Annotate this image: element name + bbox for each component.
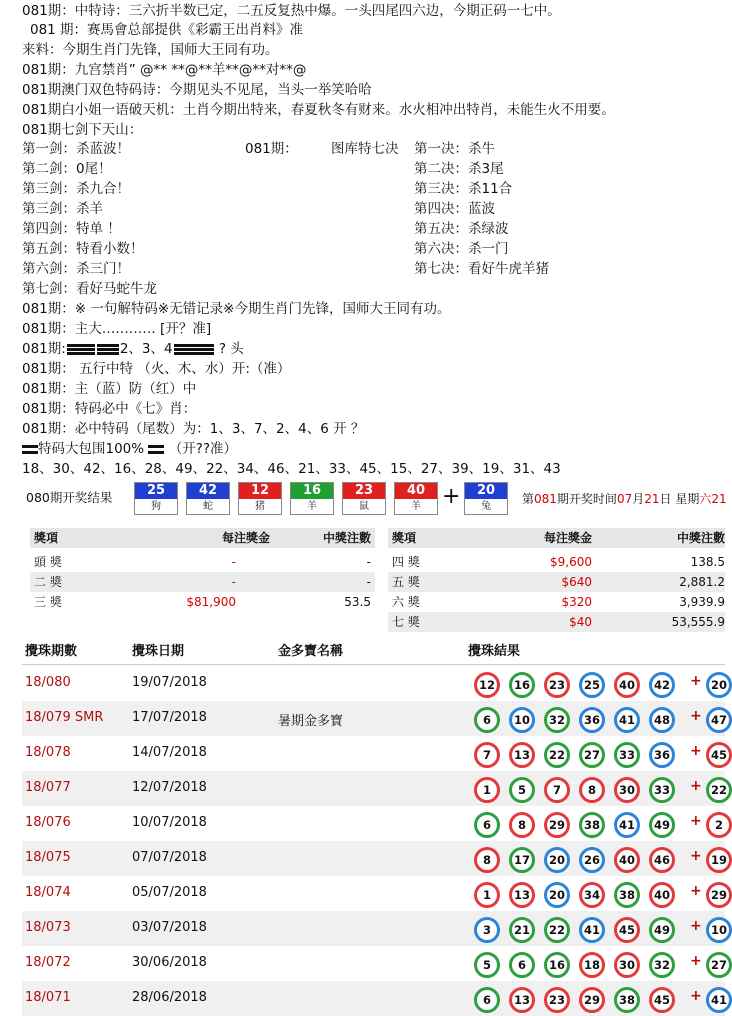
header-prize: 獎項: [392, 531, 417, 545]
text-line-4: 081期：九宫禁肖” @** **@**羊**@**对**@: [22, 62, 307, 78]
jue-5: 第五决：杀绿波: [414, 221, 509, 237]
lottery-ball: 42: [649, 672, 675, 698]
header-prize: 獎項: [34, 531, 59, 545]
lottery-ball: 32: [544, 707, 570, 733]
text-line-5: 081期澳门双色特码诗：今期见头不见尾，当头一举笑哈哈: [22, 82, 372, 98]
plus-sign: +: [690, 778, 702, 794]
prize-winners: 53.5: [344, 595, 371, 609]
header-draw-no: 攪珠期數: [25, 644, 78, 659]
lottery-ball: 38: [579, 812, 605, 838]
line-10-numbers: 2、3、4: [119, 341, 173, 357]
text-line-9: 081期：主大………… [开？准]: [22, 321, 212, 337]
draw-number-link[interactable]: 18/080: [25, 675, 71, 690]
draw-info-text: 日 星期: [659, 492, 700, 506]
plus-sign: +: [690, 918, 702, 934]
lottery-ball: 22: [544, 917, 570, 943]
snowball-name: 暑期金多寶: [278, 714, 344, 729]
draw-date: 05/07/2018: [132, 885, 207, 900]
plus-sign: +: [690, 813, 702, 829]
history-header: [22, 638, 725, 665]
draw-number-link[interactable]: 18/077: [25, 780, 71, 795]
lottery-ball: 18: [579, 952, 605, 978]
extra-ball: 20: [706, 672, 732, 698]
prize-row: [388, 572, 725, 592]
text-line-2: 081 期：赛馬會总部提供《彩霸王出肖料》准: [30, 22, 304, 38]
bar-symbol: [148, 445, 164, 454]
lottery-ball: 6: [509, 952, 535, 978]
text-line-15: [22, 440, 237, 458]
plus-sign: +: [690, 708, 702, 724]
lottery-ball: 1: [474, 882, 500, 908]
prize-amount: $81,900: [186, 595, 236, 609]
sword-6: 第六剑：杀三门！: [22, 261, 130, 277]
extra-ball: 10: [706, 917, 732, 943]
lottery-ball: 48: [649, 707, 675, 733]
draw-info-text: 月: [632, 492, 645, 506]
text-line-1: 081期：中特诗：三六折半数已定，二五反复热中爆。一头四尾四六边，今期正码一七中。: [22, 3, 561, 19]
result-label: 080期开奖结果: [26, 490, 113, 505]
lottery-ball: 32: [649, 952, 675, 978]
table-row[interactable]: [22, 806, 725, 841]
ball-number: 20: [465, 483, 507, 499]
draw-date: 03/07/2018: [132, 920, 207, 935]
lottery-ball: 20: [544, 882, 570, 908]
header-draw-date: 攪珠日期: [132, 644, 185, 659]
table-row[interactable]: [22, 981, 725, 1016]
sword-3a: 第三剑：杀九合！: [22, 181, 130, 197]
ball-animal: 兔: [465, 499, 507, 514]
draw-issue: 081: [534, 492, 557, 506]
lottery-ball: 8: [509, 812, 535, 838]
extra-ball: 27: [706, 952, 732, 978]
draw-date: 10/07/2018: [132, 815, 207, 830]
lottery-ball: 41: [614, 812, 640, 838]
prize-amount: $640: [561, 575, 592, 589]
plus-sign: +: [690, 883, 702, 899]
prize-row: [30, 572, 375, 592]
lottery-ball: 40: [614, 672, 640, 698]
prize-amount: $320: [561, 595, 592, 609]
lottery-ball: 34: [579, 882, 605, 908]
line-10-prefix: 081期:: [22, 341, 66, 357]
sword-2: 第二剑：0尾！: [22, 161, 112, 177]
text-line-12: 081期：主（蓝）防（红）中: [22, 381, 197, 397]
ball-number: 12: [239, 483, 281, 499]
line-15-suffix: （开??准）: [164, 441, 238, 457]
table-row[interactable]: [22, 876, 725, 911]
mid-title: 081期：: [245, 141, 298, 157]
ball-animal: 羊: [395, 499, 437, 514]
lottery-ball: 12: [474, 672, 500, 698]
text-line-7: 081期七剑下天山：: [22, 122, 143, 138]
lottery-ball: 6: [474, 812, 500, 838]
table-row[interactable]: [22, 911, 725, 946]
lottery-ball: 30: [614, 777, 640, 803]
lottery-ball: 1: [474, 777, 500, 803]
draw-info-text: 第: [522, 492, 535, 506]
draw-month: 07: [616, 492, 633, 506]
lottery-ball: 21: [509, 917, 535, 943]
prize-name: 三 獎: [34, 595, 62, 609]
lottery-ball: 16: [544, 952, 570, 978]
extra-ball: 2: [706, 812, 732, 838]
extra-ball: 45: [706, 742, 732, 768]
lottery-ball: 16: [509, 672, 535, 698]
draw-number-link[interactable]: 18/076: [25, 815, 71, 830]
draw-date: 30/06/2018: [132, 955, 207, 970]
lottery-ball: 7: [474, 742, 500, 768]
lottery-ball: 41: [614, 707, 640, 733]
header-winners: 中獎注數: [676, 531, 725, 545]
jue-2: 第二决：杀3尾: [414, 161, 504, 177]
text-line-3: 来料：今期生肖门先锋，国师大王同有功。: [22, 42, 279, 58]
lottery-ball: 36: [649, 742, 675, 768]
text-line-11: 081期： 五行中特 （火、木、水）开:（准）: [22, 361, 291, 377]
draw-date: 17/07/2018: [132, 710, 207, 725]
draw-date: 07/07/2018: [132, 850, 207, 865]
text-line-10: [22, 340, 244, 358]
lottery-ball: 45: [614, 917, 640, 943]
lottery-ball: 8: [579, 777, 605, 803]
draw-number-link[interactable]: 18/079 SMR: [25, 710, 104, 725]
sword-1: 第一剑：杀蓝波！: [22, 141, 130, 157]
result-ball: [238, 482, 282, 515]
prize-winners: 3,939.9: [679, 595, 725, 609]
lottery-ball: 5: [509, 777, 535, 803]
bar-symbol: [67, 344, 95, 355]
result-ball: [290, 482, 334, 515]
lottery-ball: 36: [579, 707, 605, 733]
plus-sign: +: [690, 673, 702, 689]
sword-4: 第四剑：特单 ！: [22, 221, 121, 237]
prize-winners: -: [366, 575, 371, 589]
ball-number: 42: [187, 483, 229, 499]
ball-animal: 狗: [135, 499, 177, 514]
lottery-ball: 26: [579, 847, 605, 873]
text-line-6: 081期白小姐一语破天机：土肖今期出特来，春夏秋冬有财来。水火相冲出特肖，未能生火不用要。: [22, 102, 615, 118]
lottery-ball: 10: [509, 707, 535, 733]
ball-number: 25: [135, 483, 177, 499]
table-row[interactable]: [22, 841, 725, 876]
extra-ball: 41: [706, 987, 732, 1013]
lottery-ball: 33: [614, 742, 640, 768]
header-snowball-name: 金多寶名稱: [278, 644, 344, 659]
draw-date: 14/07/2018: [132, 745, 207, 760]
lottery-ball: 25: [579, 672, 605, 698]
number-list: 18、30、42、16、28、49、22、34、46、21、33、45、15、27、39、19、31、43: [22, 461, 561, 477]
plus-sign: +: [690, 743, 702, 759]
result-ball: [134, 482, 178, 515]
ball-number: 23: [343, 483, 385, 499]
lottery-ball: 20: [544, 847, 570, 873]
extra-ball: 47: [706, 707, 732, 733]
prize-header-row: [388, 528, 725, 548]
lottery-ball: 38: [614, 882, 640, 908]
lottery-ball: 13: [509, 742, 535, 768]
bar-symbol: [97, 344, 119, 355]
prize-name: 二 獎: [34, 575, 62, 589]
prize-name: 六 獎: [392, 595, 420, 609]
prize-amount: $9,600: [550, 555, 592, 569]
lottery-ball: 49: [649, 812, 675, 838]
result-row: [22, 482, 725, 516]
lottery-ball: 46: [649, 847, 675, 873]
prize-name: 四 獎: [392, 555, 420, 569]
lottery-ball: 29: [579, 987, 605, 1013]
draw-info: [522, 490, 727, 507]
result-ball: [394, 482, 438, 515]
table-row[interactable]: [22, 946, 725, 981]
prize-winners: 138.5: [690, 555, 725, 569]
jue-4: 第四决：蓝波: [414, 201, 495, 217]
plus-sign: +: [690, 953, 702, 969]
jue-6: 第六决：杀一门: [414, 241, 509, 257]
prize-amount: $40: [569, 615, 592, 629]
header-amount: 每注獎金: [543, 531, 592, 545]
lottery-ball: 3: [474, 917, 500, 943]
lottery-ball: 7: [544, 777, 570, 803]
bar-symbol: [174, 344, 214, 355]
plus-sign: +: [690, 848, 702, 864]
header-amount: 每注獎金: [221, 531, 270, 545]
jue-1: 第一决：杀牛: [414, 141, 495, 157]
plus-sign: +: [690, 988, 702, 1004]
ball-animal: 鼠: [343, 499, 385, 514]
prize-header-row: [30, 528, 375, 548]
lottery-ball: 40: [649, 882, 675, 908]
lottery-ball: 27: [579, 742, 605, 768]
table-row[interactable]: [22, 701, 725, 736]
draw-number-link[interactable]: 18/072: [25, 955, 71, 970]
extra-ball: 19: [706, 847, 732, 873]
lottery-ball: 30: [614, 952, 640, 978]
prize-row: [388, 612, 725, 632]
jue-3: 第三决：杀11合: [414, 181, 513, 197]
lottery-ball: 6: [474, 987, 500, 1013]
lottery-ball: 45: [649, 987, 675, 1013]
table-row[interactable]: [22, 736, 725, 771]
line-15-text: 特码大包围100%: [38, 441, 145, 457]
prize-amount: -: [231, 555, 236, 569]
lottery-ball: 23: [544, 987, 570, 1013]
extra-ball: 29: [706, 882, 732, 908]
lottery-ball: 29: [544, 812, 570, 838]
result-ball: [342, 482, 386, 515]
table-row[interactable]: [22, 771, 725, 806]
draw-date: 12/07/2018: [132, 780, 207, 795]
prize-row: [388, 552, 725, 572]
lottery-ball: 13: [509, 882, 535, 908]
text-line-8: 081期：※ 一句解特码※无错记录※今期生肖门先锋，国师大王同有功。: [22, 301, 451, 317]
lottery-ball: 6: [474, 707, 500, 733]
ball-number: 16: [291, 483, 333, 499]
result-ball: [186, 482, 230, 515]
draw-day: 21: [644, 492, 660, 506]
text-line-13: 081期：特码必中《七》肖：: [22, 401, 197, 417]
text-line-14: 081期：必中特码（尾数）为：1、3、7、2、4、6 开 ？: [22, 421, 365, 437]
sword-3b: 第三剑：杀羊: [22, 201, 103, 217]
lottery-ball: 8: [474, 847, 500, 873]
ball-number: 40: [395, 483, 437, 499]
draw-number-link[interactable]: 18/078: [25, 745, 71, 760]
draw-number-link[interactable]: 18/075: [25, 850, 71, 865]
prize-row: [30, 552, 375, 572]
prize-row: [388, 592, 725, 612]
plus-sign: +: [442, 484, 461, 509]
sword-5: 第五剑：特看小数！: [22, 241, 144, 257]
prize-winners: -: [366, 555, 371, 569]
lottery-ball: 41: [579, 917, 605, 943]
lottery-ball: 40: [614, 847, 640, 873]
prize-name: 七 獎: [392, 615, 420, 629]
ball-animal: 猪: [239, 499, 281, 514]
draw-number-link[interactable]: 18/071: [25, 990, 71, 1005]
ball-animal: 蛇: [187, 499, 229, 514]
lottery-ball: 49: [649, 917, 675, 943]
lottery-ball: 17: [509, 847, 535, 873]
draw-info-tail: 21: [711, 492, 727, 506]
prize-row: [30, 592, 375, 612]
draw-date: 19/07/2018: [132, 675, 207, 690]
line-10-suffix: ? 头: [214, 341, 244, 357]
bar-symbol: [22, 445, 38, 454]
jue-7: 第七决：看好牛虎羊猪: [414, 261, 549, 277]
ball-animal: 羊: [291, 499, 333, 514]
prize-amount: -: [231, 575, 236, 589]
sword-7: 第七剑：看好马蛇牛龙: [22, 281, 157, 297]
header-winners: 中獎注數: [322, 531, 371, 545]
prize-winners: 2,881.2: [679, 575, 725, 589]
lottery-ball: 23: [544, 672, 570, 698]
draw-number-link[interactable]: 18/074: [25, 885, 71, 900]
lottery-ball: 13: [509, 987, 535, 1013]
draw-number-link[interactable]: 18/073: [25, 920, 71, 935]
prize-winners: 53,555.9: [671, 615, 725, 629]
draw-info-text: 期开奖时间: [556, 492, 617, 506]
lottery-ball: 38: [614, 987, 640, 1013]
header-draw-result: 攪珠結果: [468, 644, 521, 659]
prize-name: 五 獎: [392, 575, 420, 589]
lottery-ball: 22: [544, 742, 570, 768]
extra-ball: 22: [706, 777, 732, 803]
draw-weekday: 六: [699, 492, 712, 506]
draw-date: 28/06/2018: [132, 990, 207, 1005]
lottery-ball: 5: [474, 952, 500, 978]
lottery-ball: 33: [649, 777, 675, 803]
table-row[interactable]: [22, 666, 725, 701]
tuku-title: 图库特七决: [331, 141, 399, 157]
prize-name: 頭 獎: [34, 555, 62, 569]
special-ball: [464, 482, 508, 515]
